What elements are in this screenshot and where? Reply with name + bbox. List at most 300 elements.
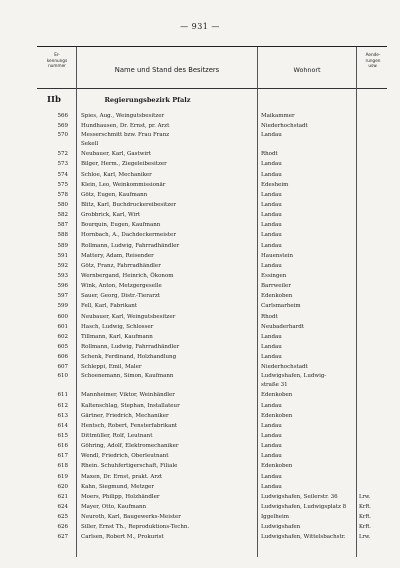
owner-name [81,200,255,210]
residence-text: Landau [261,453,282,460]
residence [261,492,354,502]
residence [261,472,354,482]
residence [261,512,354,522]
owner-name-text: Klein, Leo, Weinkommissionär [81,181,166,188]
owner-name [81,421,255,431]
owner-name-text: Mattery, Adam, Reisender [81,252,154,259]
residence [261,159,354,169]
table-row [0,220,400,230]
residence-text: Landau [261,171,282,178]
owner-name-text: Dittmüller, Rolf, Leutnant [81,432,153,439]
residence-text: Landau [261,422,282,429]
row-number [38,342,68,352]
residence-text: Landau [261,443,282,450]
table-row [0,180,400,190]
row-number-text: 593 [57,272,68,279]
register-table [0,111,400,542]
row-number-text: 591 [57,252,68,259]
owner-name-text: Wernbergand, Heinrich, Ökonom [81,272,174,279]
residence [261,421,354,431]
row-number [38,159,68,169]
change-mark [359,512,389,522]
residence [261,131,354,140]
row-number [38,190,68,200]
owner-name [81,342,255,352]
owner-name-text: Schleppi, Emil, Maler [81,364,142,371]
row-number-text: 606 [57,354,68,361]
owner-name [81,159,255,169]
owner-name-text: Moers, Philipp, Holzhändler [81,493,160,500]
row-number [38,411,68,421]
column-header-changes-line: usw. [368,63,378,68]
row-number-text: 616 [57,443,68,450]
row-number [38,131,68,140]
residence-text: Landau [261,212,282,219]
owner-name-text: Rollmann, Ludwig, Fahrradhändler [81,242,180,249]
residence [261,251,354,261]
owner-name-text: Mannheimer, Viktor, Weinhändler [81,392,175,399]
owner-name-text: Carlsen, Robert M., Prokurist [81,534,164,541]
owner-name-text: Hasch, Ludwig, Schlosser [81,323,154,330]
owner-name [81,431,255,441]
table-row [0,390,400,400]
table-row [0,421,400,431]
row-number [38,390,68,400]
residence-text: Niederhochstadt [261,364,308,371]
owner-name-text: Sauer, Georg, Distr.-Tierarzt [81,293,160,300]
change-mark [359,522,389,532]
residence [261,312,354,322]
table-row [0,210,400,220]
row-number [38,472,68,482]
row-number [38,441,68,451]
table-row [0,261,400,271]
row-number [38,522,68,532]
section-heading [38,95,387,107]
owner-name [81,121,255,131]
residence-text: Landau [261,191,282,198]
residence [261,271,354,281]
owner-name-text: Fell, Karl, Fabrikant [81,303,138,310]
owner-name [81,401,255,411]
table-row [0,170,400,180]
owner-name-text: Wendl, Friedrich, Oberleutnant [81,453,169,460]
change-mark [359,532,389,542]
owner-name-text: Hornbach, A., Dachdeckermeister [81,232,176,239]
table-row [0,131,400,149]
residence-text: Landau [261,262,282,269]
residence [261,451,354,461]
table-row [0,322,400,332]
row-number [38,421,68,431]
row-number [38,401,68,411]
row-number [38,482,68,492]
table-row [0,230,400,240]
residence-text: Rhodt [261,151,278,158]
residence-text: Rhodt [261,313,278,320]
owner-name [81,362,255,372]
residence-text: Iggelheim [261,514,289,521]
column-header-residence: Wohnort [293,66,321,74]
row-number-text: 572 [57,151,68,158]
row-number-text: 575 [57,181,68,188]
change-mark-text: KrR. [359,514,371,521]
residence [261,220,354,230]
table-row [0,190,400,200]
table-row [0,241,400,251]
table-row [0,111,400,121]
table-row [0,461,400,471]
row-number-text: 617 [57,453,68,460]
owner-name-text: Schenk, Ferdinand, Holzhandlung [81,354,177,361]
residence-text: Maikammer [261,113,295,119]
residence-text: Landau [261,483,282,490]
owner-name-text: Messerschmitt bzw. Frau Franz [81,132,170,139]
residence [261,261,354,271]
row-number [38,149,68,159]
table-row [0,251,400,261]
residence-text: Landau [261,222,282,229]
residence [261,170,354,180]
row-number [38,121,68,131]
owner-name-text: Bilger, Herm., Ziegeleibesitzer [81,161,167,168]
row-number [38,170,68,180]
owner-name-text: Götz, Franz, Fahrradhändler [81,262,161,269]
change-mark-text: Lrw. [359,534,371,541]
residence [261,301,354,311]
row-number-text: 600 [57,313,68,320]
residence-text: Edenkoben [261,412,293,419]
owner-name [81,241,255,251]
table-row [0,492,400,502]
header-rule [37,88,387,89]
row-number [38,362,68,372]
residence [261,180,354,190]
row-number-text: 626 [57,524,68,531]
row-number [38,451,68,461]
owner-name-text: Tillmann, Karl, Kaufmann [81,333,153,340]
row-number [38,301,68,311]
residence-text: Landau [261,201,282,208]
table-row [0,342,400,352]
owner-name [81,352,255,362]
residence [261,411,354,421]
row-number-text: 587 [57,222,68,229]
row-number [38,111,68,121]
residence [261,149,354,159]
table-row [0,281,400,291]
owner-name [81,111,255,121]
owner-name-text: Rhein. Schuhfertigerschaft, Filiale [81,463,178,470]
owner-name [81,170,255,180]
residence-text: Landau [261,242,282,249]
residence-text: Edenkoben [261,463,293,470]
residence [261,431,354,441]
owner-name [81,312,255,322]
owner-name-text: Göhring, Adolf, Elektromechaniker [81,443,179,450]
row-number-text: 624 [57,503,68,510]
owner-name [81,451,255,461]
owner-name [81,149,255,159]
table-row [0,502,400,512]
row-number-text: 596 [57,283,68,290]
table-row [0,441,400,451]
row-number [38,461,68,471]
owner-name [81,372,255,381]
residence [261,200,354,210]
owner-name [81,220,255,230]
row-number [38,200,68,210]
owner-name [81,301,255,311]
owner-name-text: Maxen, Dr. Ernst, prakt. Arzt [81,473,163,480]
owner-name-text-continued: Sekell [81,140,99,147]
residence [261,461,354,471]
owner-name [81,291,255,301]
row-number [38,291,68,301]
row-number [38,502,68,512]
residence-text: Landau [261,132,282,139]
owner-name [81,281,255,291]
row-number-text: 570 [57,132,68,139]
row-number [38,332,68,342]
row-number-text: 566 [57,113,68,119]
table-row [0,121,400,131]
table-row [0,159,400,169]
row-number-text: 619 [57,473,68,480]
table-row [0,200,400,210]
row-number [38,210,68,220]
row-number [38,220,68,230]
owner-name-text: Gärtner, Friedrich, Mechaniker [81,412,169,419]
table-row [0,411,400,421]
column-header-changes [357,52,389,69]
owner-name-text: Schloe, Karl, Mechaniker [81,171,152,178]
row-number-text: 601 [57,323,68,330]
row-number-text: 578 [57,191,68,198]
row-number [38,241,68,251]
row-number-text: 582 [57,212,68,219]
row-number-text: 625 [57,514,68,521]
owner-name-text: Bourquin, Eugen, Kaufmann [81,222,161,229]
owner-name [81,390,255,400]
residence-text: Landau [261,232,282,239]
residence [261,230,354,240]
table-row [0,352,400,362]
owner-name-text: Schoenemann, Simon, Kaufmann [81,373,174,380]
change-mark-text: KrR. [359,524,371,531]
owner-name-text: Spies, Aug., Weingutsbesitzer [81,113,165,119]
row-number-text: 627 [57,534,68,541]
row-number-text: 588 [57,232,68,239]
owner-name [81,261,255,271]
residence-text: Essingen [261,272,287,279]
table-row [0,149,400,159]
change-mark [359,492,389,502]
table-row [0,431,400,441]
table-row [0,312,400,322]
row-number-text: 615 [57,432,68,439]
column-header-number-line: Er- [54,52,60,57]
column-header-number [38,52,76,69]
row-number-text: 592 [57,262,68,269]
row-number-text: 574 [57,171,68,178]
table-row [0,472,400,482]
row-number [38,261,68,271]
owner-name [81,190,255,200]
table-row [0,301,400,311]
row-number-text: 614 [57,422,68,429]
residence-text: Landau [261,402,282,409]
table-row [0,291,400,301]
residence-text: Edesheim [261,181,289,188]
owner-name [81,251,255,261]
owner-name-text: Grobbrick, Karl, Wirt [81,212,141,219]
table-row [0,362,400,372]
residence-text: Ludwigshafen, Ludwig- [261,373,327,380]
owner-name [81,271,255,281]
table-row [0,451,400,461]
row-number [38,312,68,322]
residence [261,502,354,512]
owner-name-text: Mayer, Otto, Kaufmann [81,503,147,510]
section-title: Regierungsbezirk Pfalz [104,96,191,104]
residence [261,111,354,121]
owner-name-text: Hentsch, Robert, Fensterfabrikant [81,422,178,429]
row-number [38,372,68,381]
residence-text: Barrweiler [261,283,291,290]
owner-name [81,441,255,451]
residence-text: Hauenstein [261,252,294,259]
owner-name-text: Kaltenschlag, Stephan, Installateur [81,402,180,409]
residence [261,372,354,389]
row-number-text: 620 [57,483,68,490]
column-header-number-line: nummer [48,63,66,68]
residence [261,482,354,492]
residence [261,210,354,220]
residence-text: Landau [261,473,282,480]
row-number [38,512,68,522]
row-number-text: 613 [57,412,68,419]
column-header-changes-line: rungen [365,57,381,63]
table-row [0,532,400,542]
owner-name-text: Hundhausen, Dr. Ernst, pr. Arzt [81,123,170,130]
row-number [38,281,68,291]
residence [261,190,354,200]
owner-name [81,472,255,482]
residence-text: Ludwigshafen, Seilerstr. 36 [261,493,338,500]
row-number-text: 589 [57,242,68,249]
row-number-text: 580 [57,201,68,208]
residence-text: Landau [261,432,282,439]
row-number-text: 610 [57,373,68,380]
residence [261,522,354,532]
owner-name [81,210,255,220]
row-number [38,431,68,441]
owner-name-text: Kahn, Siegmund, Metzger [81,483,154,490]
row-number-text: 602 [57,333,68,340]
owner-name [81,512,255,522]
residence-text: Landau [261,354,282,361]
row-number-text: 597 [57,293,68,300]
residence-text: Niederhochstadt [261,123,308,130]
row-number [38,352,68,362]
row-number-text: 611 [57,392,68,399]
owner-name-text: Götz, Eugen, Kaufmann [81,191,148,198]
table-row [0,332,400,342]
owner-name [81,502,255,512]
owner-name-text: Neubauer, Karl, Gastwirt [81,151,152,158]
change-mark-text: KrR. [359,503,371,510]
residence [261,291,354,301]
column-header-changes-line: Aende- [365,52,381,57]
owner-name [81,332,255,342]
owner-name-text: Neuroth, Karl, Baugewerks-Meister [81,514,181,521]
top-rule [37,46,387,47]
section-code: IIb [47,95,61,105]
owner-name-text: Siller, Ernst Th., Reproduktions-Techn. [81,524,190,531]
row-number-text: 612 [57,402,68,409]
residence-text: Landau [261,343,282,350]
owner-name-text: Blitz, Karl, Buchdruckereibesitzer [81,201,176,208]
row-number-text: 607 [57,364,68,371]
residence [261,241,354,251]
change-mark-text: Lrw. [359,493,371,500]
row-number [38,180,68,190]
owner-name [81,482,255,492]
owner-name [81,461,255,471]
residence-text: Carlsmarheim [261,303,301,310]
table-row [0,372,400,390]
column-header-name: Name und Stand des Besitzers [114,66,220,74]
row-number-text: 618 [57,463,68,470]
residence-text: Ludwigshafen [261,524,301,531]
row-number-text: 621 [57,493,68,500]
residence-text: Edenkoben [261,293,293,300]
residence [261,121,354,131]
table-row [0,482,400,492]
residence [261,322,354,332]
row-number [38,271,68,281]
residence-text-continued: straße 31 [261,381,288,388]
table-row [0,401,400,411]
row-number [38,492,68,502]
column-header-number-line: kennungs [46,57,68,63]
residence [261,390,354,400]
residence [261,352,354,362]
residence [261,532,354,542]
table-row [0,512,400,522]
residence-text: Landau [261,333,282,340]
owner-name [81,180,255,190]
row-number-text: 569 [57,123,68,130]
residence-text: Edenkoben [261,392,293,399]
owner-name [81,532,255,542]
row-number-text: 599 [57,303,68,310]
owner-name [81,322,255,332]
owner-name-text: Neubauer, Karl, Weingutsbesitzer [81,313,176,320]
owner-name-text: Wink, Anton, Metzgergeselle [81,283,162,290]
residence-text: Ludwigshafen, Ludwigsplatz 8 [261,503,347,510]
residence [261,332,354,342]
owner-name [81,411,255,421]
table-row [0,271,400,281]
owner-name [81,131,255,148]
row-number-text: 573 [57,161,68,168]
owner-name-text: Rollmann, Ludwig, Fahrradhändler [81,343,180,350]
residence [261,281,354,291]
owner-name [81,522,255,532]
residence-text: Landau [261,161,282,168]
